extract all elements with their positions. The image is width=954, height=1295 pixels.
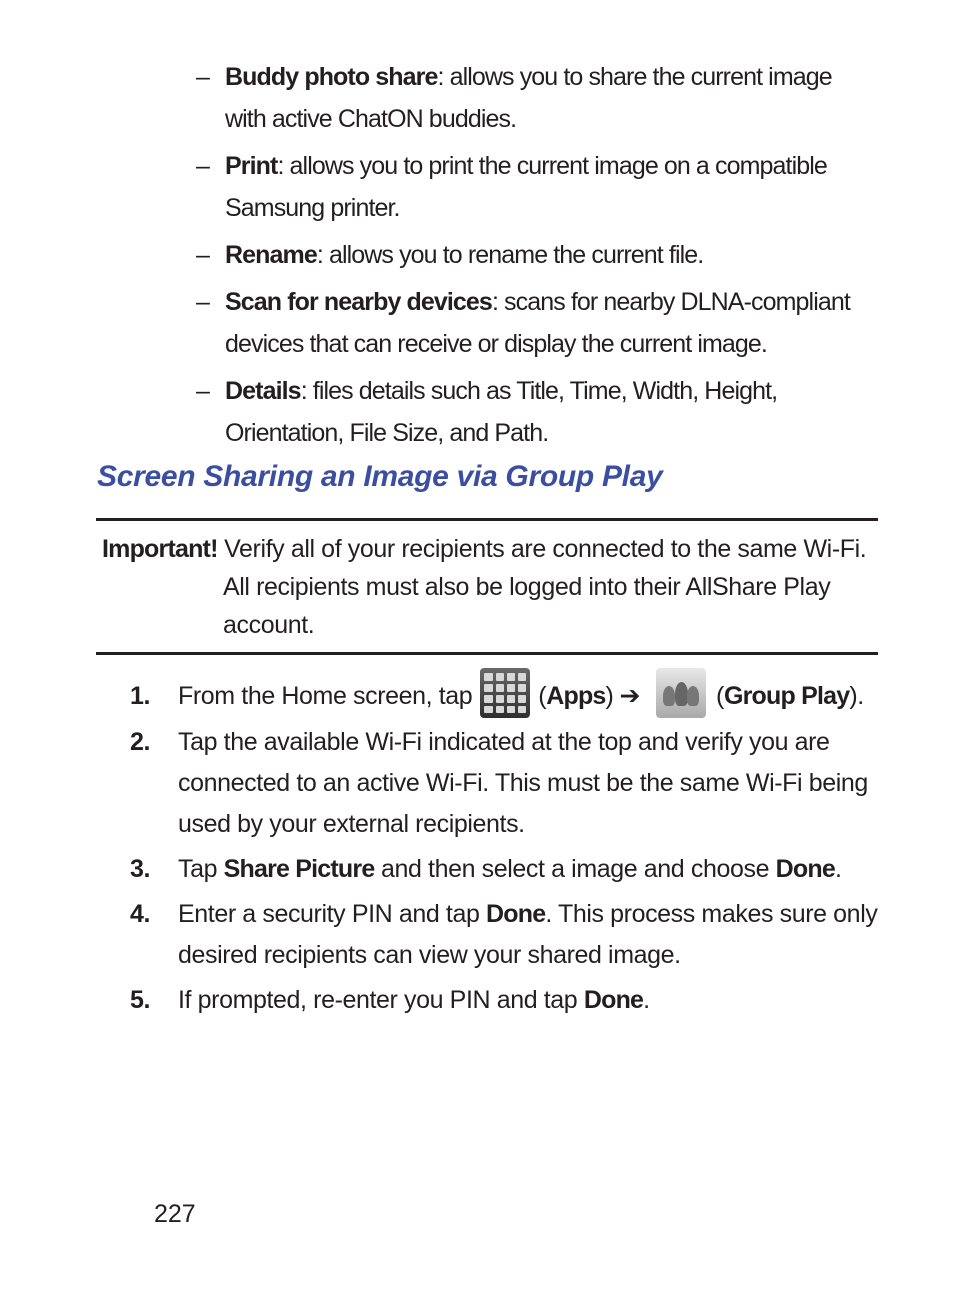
section-heading: Screen Sharing an Image via Group Play [97,460,663,493]
done-label: Done [583,986,644,1015]
divider-bottom [96,652,878,655]
steps-list [130,676,880,1025]
step-text: Enter a security PIN and tap [178,900,487,929]
step-text: . This process makes sure only desired recipients can view your shared image. [178,900,878,970]
step-number: 1. [130,682,151,710]
bullet-term: Print [225,152,278,180]
bullet-term: Details [225,377,301,405]
bullet-print [196,145,876,229]
share-picture-label: Share Picture [223,855,375,884]
bullet-description: : allows you to rename the current file. [316,241,704,269]
important-note [102,530,877,644]
divider-top [96,518,878,521]
paren-open: ( [716,682,724,710]
bullet-description: : allows you to share the current image with active ChatON buddies. [225,63,832,133]
step-text: From the Home screen, tap [178,682,473,710]
arrow-right-icon: ➔ [619,682,641,710]
bullet-description: : allows you to print the current image on a compatible Samsung printer. [225,152,827,222]
bullet-description: : scans for nearby DLNA-compliant devices that can receive or display the current image. [225,288,850,358]
bullet-dash: – [196,152,210,180]
step-text: . [643,986,650,1015]
important-text: Verify all of your recipients are connected to the same Wi-Fi. All recipients must also be logged into their AllShare Play account. [223,535,867,639]
important-label: Important! [102,535,218,563]
bullet-scan-nearby-devices [196,281,876,365]
bullet-buddy-photo-share [196,56,876,140]
step-text: Tap [178,855,224,884]
bullet-details [196,370,876,454]
step-2 [130,722,880,845]
bullet-description: : files details such as Title, Time, Width, Height, Orientation, File Size, and Path. [225,377,778,447]
bullet-term: Rename [225,241,317,269]
bullet-dash: – [196,288,210,316]
bullet-dash: – [196,63,210,91]
step-3 [130,849,880,890]
done-label: Done [486,900,546,929]
bullet-term: Scan for nearby devices [225,288,492,316]
step-text: and then select a image and choose [374,855,776,884]
step-number: 5. [130,986,151,1015]
group-play-icon [656,668,706,718]
paren-open: ( [538,682,547,710]
step-5 [130,980,880,1021]
step-number: 2. [130,728,151,757]
bullet-rename [196,234,876,276]
bullet-dash: – [196,241,210,269]
bullet-dash: – [196,377,210,405]
option-bullet-list [196,56,876,459]
group-play-label: Group Play [723,682,850,710]
step-text: . [834,855,842,884]
paren-close: ). [849,682,864,710]
step-text: Tap the available Wi-Fi indicated at the top and verify you are connected to an active Wi-Fi. This must be the same Wi-Fi being used by your external recipients. [178,728,868,839]
step-number: 4. [130,900,151,929]
done-label: Done [775,855,835,884]
step-text: If prompted, re-enter you PIN and tap [178,986,584,1015]
paren-close: ) [605,682,614,710]
apps-grid-icon [480,668,530,718]
page-number: 227 [154,1200,196,1228]
step-1 [130,676,880,718]
step-number: 3. [130,855,151,884]
apps-label: Apps [546,682,606,710]
step-4 [130,894,880,976]
bullet-term: Buddy photo share [225,63,438,91]
